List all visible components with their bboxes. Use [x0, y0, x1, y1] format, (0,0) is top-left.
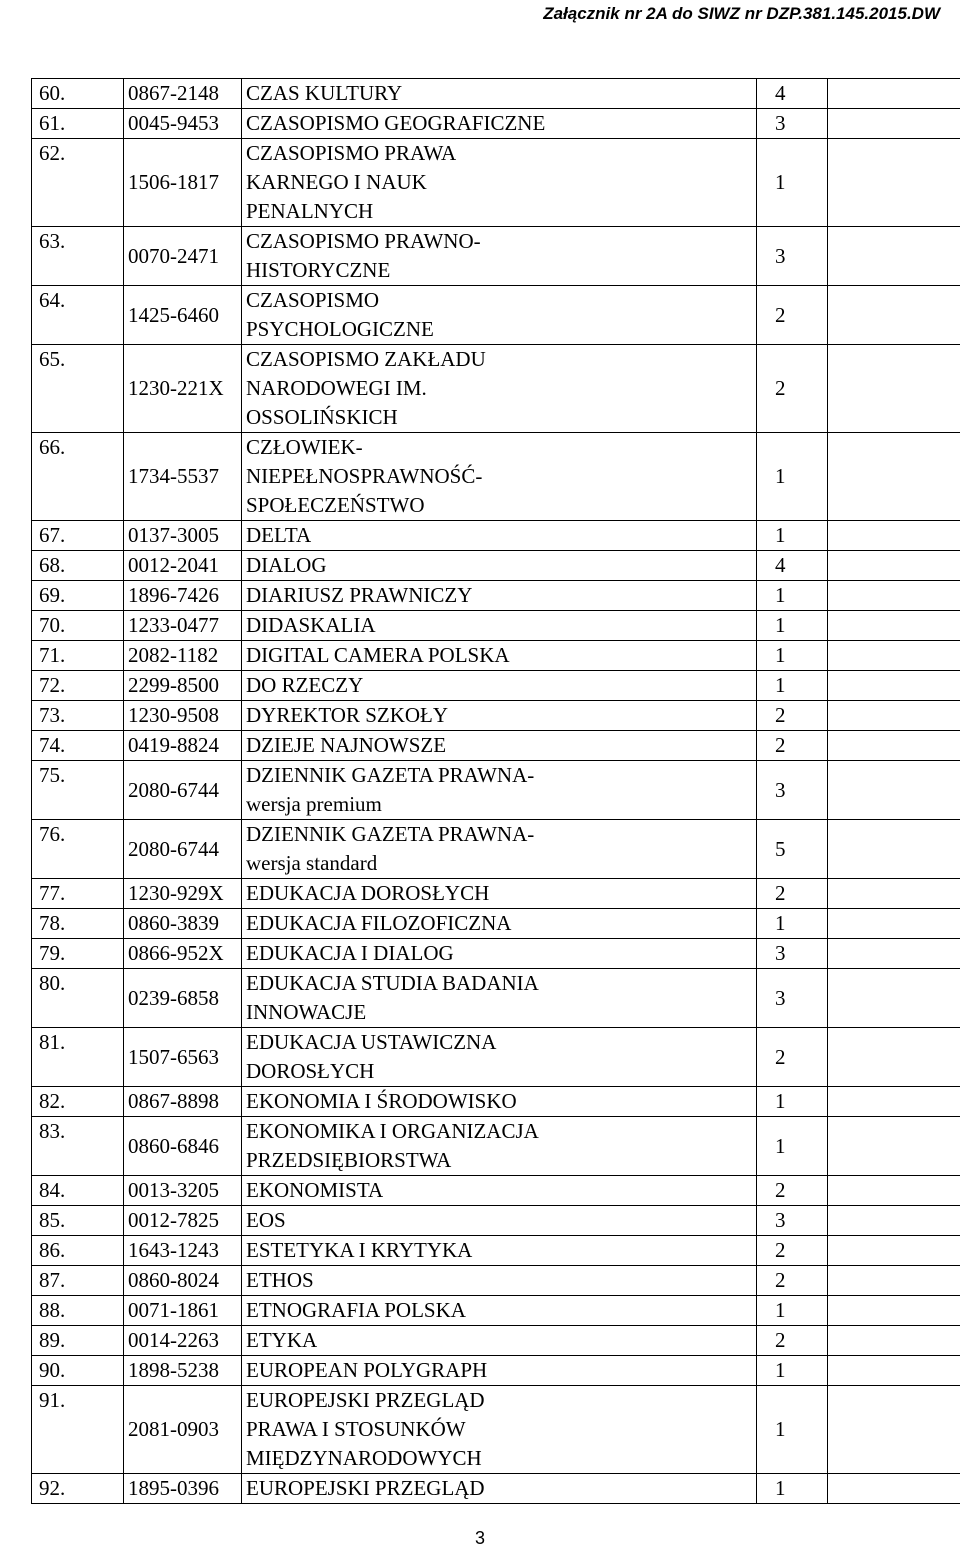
- empty-cell: [828, 671, 960, 701]
- title-cell: [242, 79, 757, 109]
- issn-cell: 0013-3205: [124, 1176, 242, 1206]
- table-row: [32, 1266, 960, 1296]
- issn-cell: 0860-6846: [124, 1117, 242, 1176]
- title-line: ETNOGRAFIA POLSKA: [246, 1298, 466, 1322]
- table-row: [32, 551, 960, 581]
- title-cell: [242, 1356, 757, 1386]
- empty-cell: [828, 139, 960, 227]
- title-line: CZASOPISMO: [246, 288, 380, 312]
- table-row: [32, 1176, 960, 1206]
- empty-cell: [828, 227, 960, 286]
- table-row: [32, 1386, 960, 1474]
- empty-cell: [828, 433, 960, 521]
- title-cell: [242, 286, 757, 345]
- issn-cell: 0071-1861: [124, 1296, 242, 1326]
- title-line: EKONOMIKA I ORGANIZACJA: [246, 1119, 539, 1143]
- title-line: EKONOMIA I ŚRODOWISKO: [246, 1089, 517, 1113]
- row-number-cell: 65.: [32, 345, 124, 433]
- empty-cell: [828, 1206, 960, 1236]
- title-line: ETYKA: [246, 1328, 318, 1352]
- issn-cell: 0012-2041: [124, 551, 242, 581]
- empty-cell: [828, 820, 960, 879]
- title-cell: [242, 345, 757, 433]
- title-line: DIGITAL CAMERA POLSKA: [246, 643, 510, 667]
- row-number-cell: 71.: [32, 641, 124, 671]
- empty-cell: [828, 79, 960, 109]
- title-line: DIARIUSZ PRAWNICZY: [246, 583, 473, 607]
- row-number-cell: 84.: [32, 1176, 124, 1206]
- title-line: NIEPEŁNOSPRAWNOŚĆ-: [246, 464, 483, 488]
- row-number-cell: 87.: [32, 1266, 124, 1296]
- table-row: [32, 79, 960, 109]
- title-cell: [242, 701, 757, 731]
- row-number-cell: 76.: [32, 820, 124, 879]
- title-cell: [242, 1028, 757, 1087]
- empty-cell: [828, 761, 960, 820]
- title-cell: [242, 1326, 757, 1356]
- empty-cell: [828, 1326, 960, 1356]
- title-line: EDUKACJA STUDIA BADANIA: [246, 971, 539, 995]
- title-line: EUROPEAN POLYGRAPH: [246, 1358, 488, 1382]
- row-number-cell: 86.: [32, 1236, 124, 1266]
- empty-cell: [828, 1028, 960, 1087]
- title-cell: [242, 731, 757, 761]
- title-cell: [242, 641, 757, 671]
- row-number-cell: 80.: [32, 969, 124, 1028]
- empty-cell: [828, 1474, 960, 1504]
- quantity-cell: 1: [757, 521, 828, 551]
- row-number-cell: 88.: [32, 1296, 124, 1326]
- title-cell: [242, 909, 757, 939]
- page-number: 3: [474, 1528, 485, 1548]
- row-number-cell: 92.: [32, 1474, 124, 1504]
- table-row: [32, 1356, 960, 1386]
- issn-cell: 1230-221X: [124, 345, 242, 433]
- title-line: CZASOPISMO ZAKŁADU: [246, 347, 486, 371]
- issn-cell: 0419-8824: [124, 731, 242, 761]
- row-number-cell: 91.: [32, 1386, 124, 1474]
- quantity-cell: 2: [757, 1236, 828, 1266]
- title-cell: [242, 1296, 757, 1326]
- empty-cell: [828, 286, 960, 345]
- empty-cell: [828, 1176, 960, 1206]
- issn-cell: 1895-0396: [124, 1474, 242, 1504]
- row-number-cell: 90.: [32, 1356, 124, 1386]
- quantity-cell: 3: [757, 761, 828, 820]
- title-line: SPOŁECZEŃSTWO: [246, 493, 425, 517]
- issn-cell: 1507-6563: [124, 1028, 242, 1087]
- quantity-cell: 1: [757, 581, 828, 611]
- issn-cell: 0014-2263: [124, 1326, 242, 1356]
- issn-cell: 0239-6858: [124, 969, 242, 1028]
- quantity-cell: 3: [757, 109, 828, 139]
- title-line: INNOWACJE: [246, 1000, 367, 1024]
- quantity-cell: 1: [757, 611, 828, 641]
- issn-cell: 1425-6460: [124, 286, 242, 345]
- title-line: EDUKACJA USTAWICZNA: [246, 1030, 497, 1054]
- title-line: ETHOS: [246, 1268, 314, 1292]
- quantity-cell: 2: [757, 879, 828, 909]
- table-row: [32, 1117, 960, 1176]
- quantity-cell: 2: [757, 1266, 828, 1296]
- issn-cell: 0070-2471: [124, 227, 242, 286]
- issn-cell: 0045-9453: [124, 109, 242, 139]
- quantity-cell: 4: [757, 551, 828, 581]
- empty-cell: [828, 551, 960, 581]
- issn-cell: 1734-5537: [124, 433, 242, 521]
- row-number-cell: 75.: [32, 761, 124, 820]
- quantity-cell: 1: [757, 139, 828, 227]
- issn-cell: 0866-952X: [124, 939, 242, 969]
- title-cell: [242, 1266, 757, 1296]
- row-number-cell: 78.: [32, 909, 124, 939]
- quantity-cell: 1: [757, 1087, 828, 1117]
- row-number-cell: 67.: [32, 521, 124, 551]
- title-cell: [242, 1386, 757, 1474]
- title-line: CZASOPISMO PRAWA: [246, 141, 457, 165]
- quantity-cell: 3: [757, 1206, 828, 1236]
- title-line: HISTORYCZNE: [246, 258, 391, 282]
- table-row: [32, 969, 960, 1028]
- empty-cell: [828, 1386, 960, 1474]
- document-header: Załącznik nr 2A do SIWZ nr DZP.381.145.2015.DW: [543, 4, 940, 23]
- title-cell: [242, 581, 757, 611]
- quantity-cell: 2: [757, 1176, 828, 1206]
- title-line: EUROPEJSKI PRZEGLĄD: [246, 1388, 485, 1412]
- row-number-cell: 82.: [32, 1087, 124, 1117]
- table-row: [32, 731, 960, 761]
- row-number-cell: 61.: [32, 109, 124, 139]
- row-number-cell: 60.: [32, 79, 124, 109]
- empty-cell: [828, 521, 960, 551]
- row-number-cell: 83.: [32, 1117, 124, 1176]
- periodicals-table: [31, 78, 960, 1504]
- empty-cell: [828, 1296, 960, 1326]
- issn-cell: 1506-1817: [124, 139, 242, 227]
- table-row: [32, 1028, 960, 1087]
- periodicals-table-body: [32, 79, 960, 1504]
- row-number-cell: 89.: [32, 1326, 124, 1356]
- row-number-cell: 66.: [32, 433, 124, 521]
- table-row: [32, 286, 960, 345]
- title-cell: [242, 139, 757, 227]
- title-line: wersja premium: [246, 792, 382, 816]
- table-row: [32, 671, 960, 701]
- quantity-cell: 1: [757, 1296, 828, 1326]
- title-line: CZŁOWIEK-: [246, 435, 363, 459]
- title-line: CZAS KULTURY: [246, 81, 403, 105]
- empty-cell: [828, 701, 960, 731]
- quantity-cell: 2: [757, 731, 828, 761]
- empty-cell: [828, 1266, 960, 1296]
- title-line: DELTA: [246, 523, 312, 547]
- table-row: [32, 139, 960, 227]
- title-cell: [242, 521, 757, 551]
- quantity-cell: 3: [757, 227, 828, 286]
- issn-cell: 0867-8898: [124, 1087, 242, 1117]
- title-cell: [242, 1087, 757, 1117]
- title-line: PRAWA I STOSUNKÓW: [246, 1417, 466, 1441]
- title-line: DOROSŁYCH: [246, 1059, 375, 1083]
- empty-cell: [828, 581, 960, 611]
- quantity-cell: 2: [757, 701, 828, 731]
- table-row: [32, 521, 960, 551]
- row-number-cell: 70.: [32, 611, 124, 641]
- title-cell: [242, 1236, 757, 1266]
- title-line: DZIEJE NAJNOWSZE: [246, 733, 447, 757]
- table-row: [32, 345, 960, 433]
- title-line: MIĘDZYNARODOWYCH: [246, 1446, 482, 1470]
- title-line: PSYCHOLOGICZNE: [246, 317, 434, 341]
- quantity-cell: 3: [757, 939, 828, 969]
- empty-cell: [828, 731, 960, 761]
- title-cell: [242, 611, 757, 641]
- quantity-cell: 2: [757, 1326, 828, 1356]
- empty-cell: [828, 1236, 960, 1266]
- quantity-cell: 2: [757, 1028, 828, 1087]
- table-row: [32, 1296, 960, 1326]
- issn-cell: 2081-0903: [124, 1386, 242, 1474]
- row-number-cell: 62.: [32, 139, 124, 227]
- quantity-cell: 2: [757, 286, 828, 345]
- table-row: [32, 1236, 960, 1266]
- table-row: [32, 227, 960, 286]
- row-number-cell: 74.: [32, 731, 124, 761]
- title-cell: [242, 227, 757, 286]
- title-line: CZASOPISMO PRAWNO-: [246, 229, 481, 253]
- title-line: DIALOG: [246, 553, 327, 577]
- title-line: DIDASKALIA: [246, 613, 376, 637]
- title-cell: [242, 969, 757, 1028]
- empty-cell: [828, 879, 960, 909]
- row-number-cell: 69.: [32, 581, 124, 611]
- quantity-cell: 1: [757, 671, 828, 701]
- periodicals-table-wrapper: [31, 78, 957, 1504]
- table-row: [32, 939, 960, 969]
- issn-cell: 1233-0477: [124, 611, 242, 641]
- quantity-cell: 4: [757, 79, 828, 109]
- quantity-cell: 2: [757, 345, 828, 433]
- title-cell: [242, 551, 757, 581]
- table-row: [32, 701, 960, 731]
- quantity-cell: 1: [757, 1386, 828, 1474]
- quantity-cell: 1: [757, 433, 828, 521]
- quantity-cell: 1: [757, 909, 828, 939]
- quantity-cell: 1: [757, 1474, 828, 1504]
- row-number-cell: 85.: [32, 1206, 124, 1236]
- issn-cell: 0867-2148: [124, 79, 242, 109]
- row-number-cell: 72.: [32, 671, 124, 701]
- issn-cell: 2080-6744: [124, 820, 242, 879]
- table-row: [32, 1087, 960, 1117]
- row-number-cell: 64.: [32, 286, 124, 345]
- table-row: [32, 1206, 960, 1236]
- table-row: [32, 641, 960, 671]
- row-number-cell: 77.: [32, 879, 124, 909]
- issn-cell: 0137-3005: [124, 521, 242, 551]
- title-cell: [242, 671, 757, 701]
- table-row: [32, 581, 960, 611]
- quantity-cell: 3: [757, 969, 828, 1028]
- table-row: [32, 611, 960, 641]
- title-line: DO RZECZY: [246, 673, 364, 697]
- title-cell: [242, 879, 757, 909]
- title-line: EDUKACJA I DIALOG: [246, 941, 454, 965]
- table-row: [32, 1326, 960, 1356]
- table-row: [32, 879, 960, 909]
- title-cell: [242, 1176, 757, 1206]
- empty-cell: [828, 109, 960, 139]
- row-number-cell: 81.: [32, 1028, 124, 1087]
- quantity-cell: 1: [757, 641, 828, 671]
- title-line: OSSOLIŃSKICH: [246, 405, 398, 429]
- empty-cell: [828, 909, 960, 939]
- title-cell: [242, 109, 757, 139]
- row-number-cell: 68.: [32, 551, 124, 581]
- title-line: EDUKACJA DOROSŁYCH: [246, 881, 490, 905]
- title-line: EUROPEJSKI PRZEGLĄD: [246, 1476, 485, 1500]
- title-line: EDUKACJA FILOZOFICZNA: [246, 911, 512, 935]
- title-line: NARODOWEGI IM.: [246, 376, 427, 400]
- empty-cell: [828, 1117, 960, 1176]
- title-cell: [242, 1206, 757, 1236]
- title-line: PRZEDSIĘBIORSTWA: [246, 1148, 452, 1172]
- table-row: [32, 909, 960, 939]
- table-row: [32, 1474, 960, 1504]
- issn-cell: 1230-9508: [124, 701, 242, 731]
- empty-cell: [828, 939, 960, 969]
- empty-cell: [828, 641, 960, 671]
- empty-cell: [828, 345, 960, 433]
- title-cell: [242, 1474, 757, 1504]
- title-line: wersja standard: [246, 851, 378, 875]
- empty-cell: [828, 1087, 960, 1117]
- title-line: EKONOMISTA: [246, 1178, 384, 1202]
- empty-cell: [828, 1356, 960, 1386]
- title-cell: [242, 433, 757, 521]
- title-line: DZIENNIK GAZETA PRAWNA-: [246, 822, 535, 846]
- title-cell: [242, 761, 757, 820]
- quantity-cell: 1: [757, 1356, 828, 1386]
- issn-cell: 0012-7825: [124, 1206, 242, 1236]
- row-number-cell: 73.: [32, 701, 124, 731]
- issn-cell: 1643-1243: [124, 1236, 242, 1266]
- title-line: KARNEGO I NAUK: [246, 170, 427, 194]
- table-row: [32, 761, 960, 820]
- empty-cell: [828, 611, 960, 641]
- issn-cell: 2080-6744: [124, 761, 242, 820]
- title-cell: [242, 820, 757, 879]
- title-line: ESTETYKA I KRYTYKA: [246, 1238, 473, 1262]
- row-number-cell: 63.: [32, 227, 124, 286]
- issn-cell: 0860-3839: [124, 909, 242, 939]
- table-row: [32, 820, 960, 879]
- empty-cell: [828, 969, 960, 1028]
- title-cell: [242, 1117, 757, 1176]
- table-row: [32, 109, 960, 139]
- issn-cell: 1898-5238: [124, 1356, 242, 1386]
- issn-cell: 2082-1182: [124, 641, 242, 671]
- row-number-cell: 79.: [32, 939, 124, 969]
- title-line: PENALNYCH: [246, 199, 374, 223]
- table-row: [32, 433, 960, 521]
- title-line: DYREKTOR SZKOŁY: [246, 703, 449, 727]
- issn-cell: 1230-929X: [124, 879, 242, 909]
- title-line: DZIENNIK GAZETA PRAWNA-: [246, 763, 535, 787]
- title-line: CZASOPISMO GEOGRAFICZNE: [246, 111, 546, 135]
- issn-cell: 0860-8024: [124, 1266, 242, 1296]
- quantity-cell: 5: [757, 820, 828, 879]
- title-cell: [242, 939, 757, 969]
- quantity-cell: 1: [757, 1117, 828, 1176]
- issn-cell: 1896-7426: [124, 581, 242, 611]
- issn-cell: 2299-8500: [124, 671, 242, 701]
- title-line: EOS: [246, 1208, 286, 1232]
